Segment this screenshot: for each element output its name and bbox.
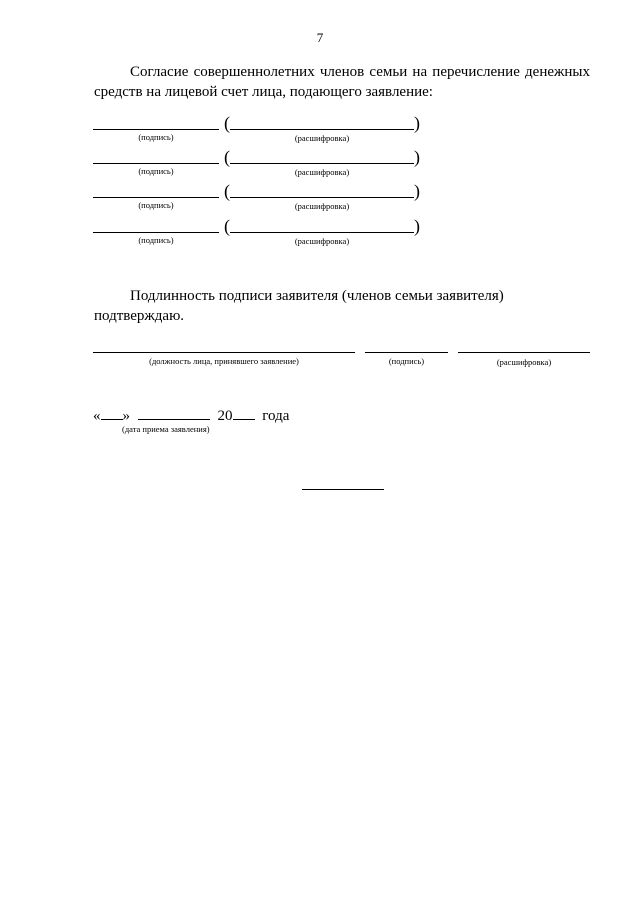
- position-line[interactable]: [93, 352, 355, 353]
- year-suffix: года: [262, 408, 290, 424]
- end-rule: [302, 489, 384, 490]
- year-blank[interactable]: [233, 407, 255, 420]
- confirm-signature-caption: (подпись): [388, 356, 425, 366]
- close-paren: ): [414, 113, 420, 133]
- decoding-line[interactable]: [230, 232, 414, 233]
- date-close-quote: »: [122, 408, 130, 424]
- signature-line[interactable]: [93, 232, 219, 233]
- consent-paragraph: Согласие совершеннолетних членов семьи на перечисление денежных средств на лицевой счет лица, подающего заявление:: [94, 64, 590, 100]
- day-blank[interactable]: [101, 407, 123, 420]
- signature-line[interactable]: [93, 129, 219, 130]
- open-paren: (: [224, 147, 230, 167]
- confirm-signature-line[interactable]: [365, 352, 448, 353]
- decoding-line[interactable]: [230, 197, 414, 198]
- year-prefix: 20: [217, 408, 233, 424]
- confirm-decoding-line[interactable]: [458, 352, 590, 353]
- signature-caption: (подпись): [138, 132, 174, 142]
- date-caption: (дата приема заявления): [122, 424, 210, 434]
- decoding-caption: (расшифровка): [294, 201, 350, 211]
- close-paren: ): [414, 147, 420, 167]
- position-caption: (должность лица, принявшего заявление): [149, 356, 299, 366]
- decoding-line[interactable]: [230, 129, 414, 130]
- close-paren: ): [414, 181, 420, 201]
- signature-caption: (подпись): [138, 166, 174, 176]
- signature-line[interactable]: [93, 163, 219, 164]
- confirmation-paragraph: Подлинность подписи заявителя (членов семьи заявителя) подтверждаю.: [94, 288, 504, 324]
- decoding-caption: (расшифровка): [294, 236, 350, 246]
- open-paren: (: [224, 113, 230, 133]
- signature-caption: (подпись): [138, 200, 174, 210]
- signature-caption: (подпись): [138, 235, 174, 245]
- close-paren: ): [414, 216, 420, 236]
- open-paren: (: [224, 216, 230, 236]
- decoding-caption: (расшифровка): [294, 133, 350, 143]
- decoding-caption: (расшифровка): [294, 167, 350, 177]
- date-open-quote: «: [93, 408, 101, 424]
- month-blank[interactable]: [138, 407, 210, 420]
- confirm-decoding-caption: (расшифровка): [496, 357, 552, 367]
- page-number: 7: [316, 30, 324, 45]
- date-line: [93, 407, 289, 425]
- decoding-line[interactable]: [230, 163, 414, 164]
- open-paren: (: [224, 181, 230, 201]
- signature-line[interactable]: [93, 197, 219, 198]
